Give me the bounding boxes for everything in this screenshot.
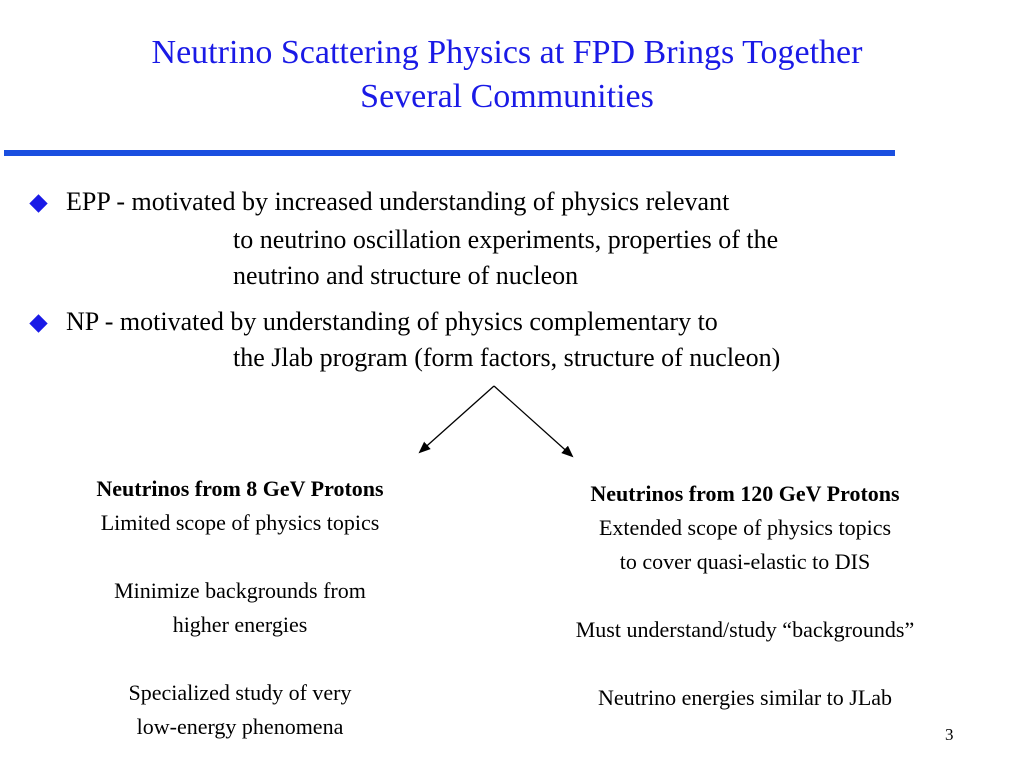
bullet-1-line-1: EPP - motivated by increased understanding of physics relevant xyxy=(66,187,730,216)
right-column-heading: Neutrinos from 120 GeV Protons xyxy=(590,481,900,506)
left-column-8-gev xyxy=(40,472,440,744)
right-column-line: Must understand/study “backgrounds” xyxy=(575,617,915,642)
slide-title-line-2: Several Communities xyxy=(360,78,654,115)
bullet-2-line-1: NP - motivated by understanding of physics complementary to xyxy=(66,307,718,336)
left-column-heading: Neutrinos from 8 GeV Protons xyxy=(96,476,384,501)
bullet-1-line-3: neutrino and structure of nucleon xyxy=(233,261,579,290)
bullet-2-line-2: the Jlab program (form factors, structure of nucleon) xyxy=(233,343,781,372)
left-column-line: Limited scope of physics topics xyxy=(100,510,380,535)
right-column-120-gev xyxy=(520,477,970,715)
right-column-line: Neutrino energies similar to JLab xyxy=(597,685,893,710)
right-column-line: Extended scope of physics topics xyxy=(598,515,892,540)
left-column-line: Minimize backgrounds from xyxy=(114,578,366,603)
diamond-bullet-icon xyxy=(29,314,47,332)
page-number: 3 xyxy=(945,725,954,744)
left-column-line: low-energy phenomena xyxy=(136,714,344,739)
slide-title-line-1: Neutrino Scattering Physics at FPD Brings Together xyxy=(151,34,863,71)
right-column-line: to cover quasi-elastic to DIS xyxy=(619,549,871,574)
left-column-line: Specialized study of very xyxy=(128,680,352,705)
diamond-bullet-icon xyxy=(29,194,47,212)
bullet-1-line-2: to neutrino oscillation experiments, properties of the xyxy=(233,225,779,254)
left-column-line: higher energies xyxy=(172,612,308,637)
